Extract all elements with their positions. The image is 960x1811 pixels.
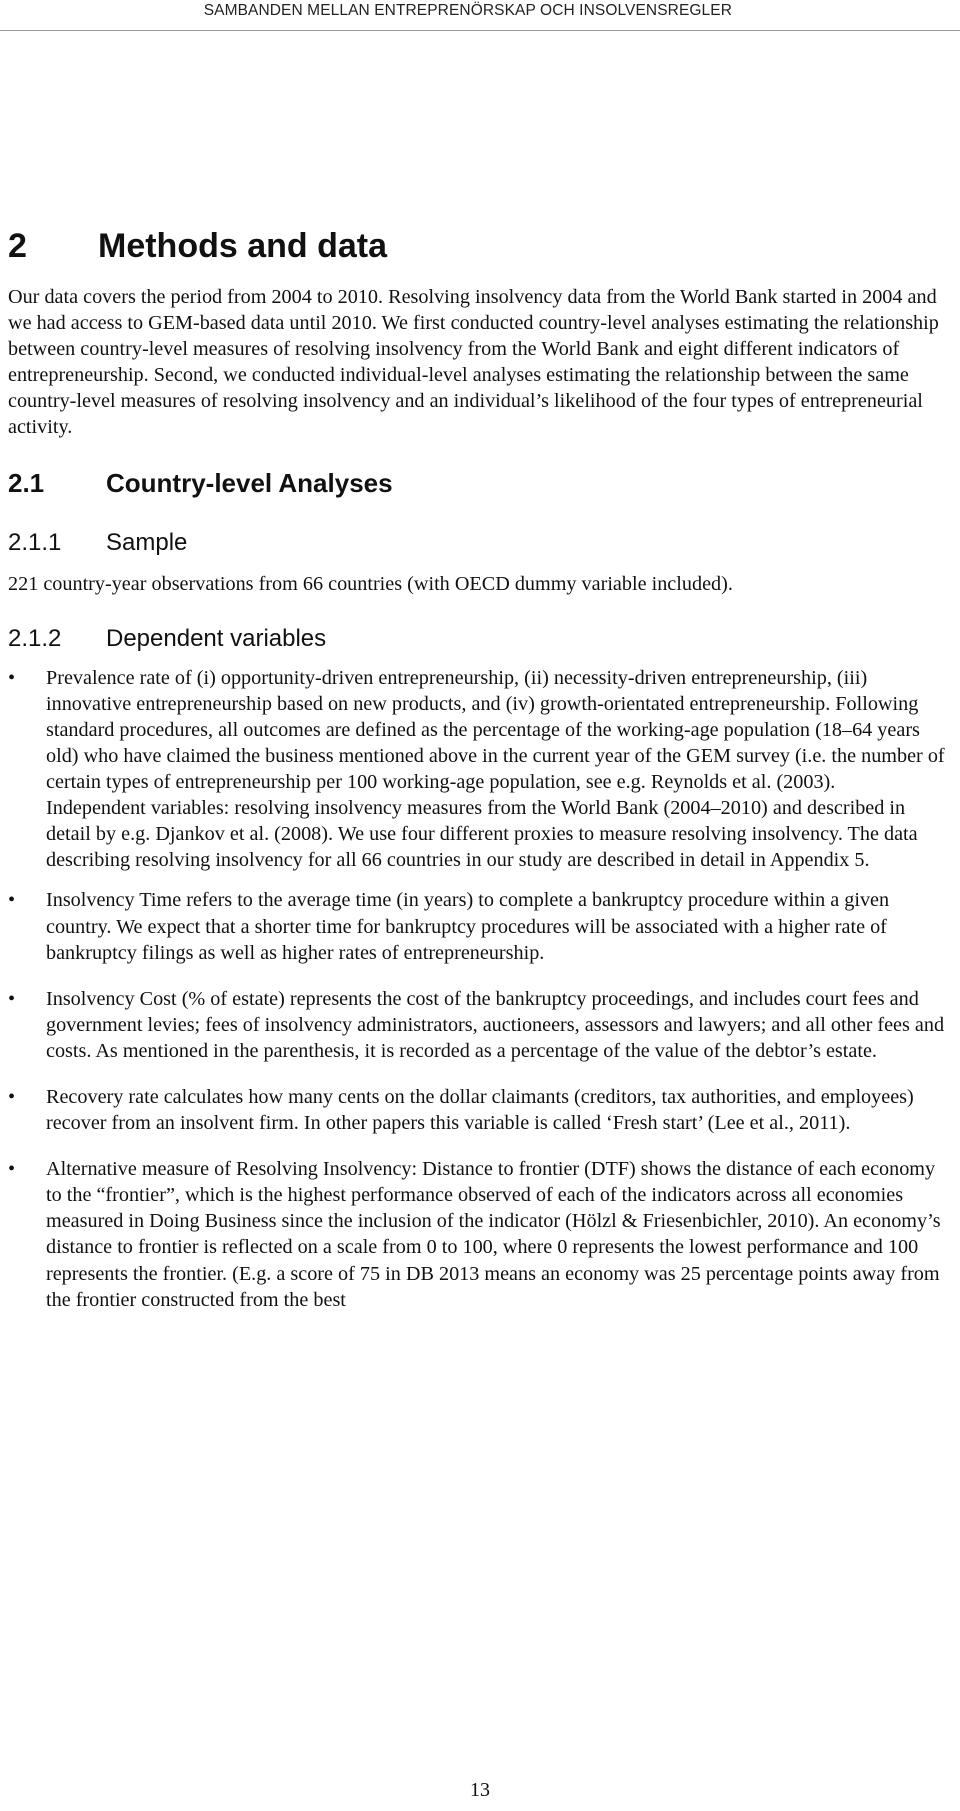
subsection-heading bbox=[8, 467, 948, 499]
bullet-icon: • bbox=[8, 1085, 16, 1108]
dependent-variables-heading bbox=[8, 623, 948, 655]
list-item bbox=[8, 1156, 948, 1313]
intro-paragraph: Our data covers the period from 2004 to 2010. Resolving insolvency data from the World Bank started in 2004 and we had access to GEM-based data until 2010. We first conducted country-level analyses estimating the relationship between country-level measures of resolving insolvency from the World Bank and eight different indicators of entrepreneurship. Second, we conducted individual-level analyses estimating the relationship between the same country-level measures of resolving insolvency and an individual’s likelihood of the four types of entrepreneurial activity. bbox=[8, 286, 939, 439]
section-number: 2 bbox=[8, 227, 27, 265]
dependent-heading-title: Dependent variables bbox=[106, 624, 327, 652]
page-number: 13 bbox=[470, 1779, 490, 1801]
sample-heading bbox=[8, 527, 948, 559]
list-item-text: Alternative measure of Resolving Insolvency: Distance to frontier (DTF) shows the distance of each economy to the “frontier”, which is the highest performance observed of each of the indicators across all economies measured in Doing Business since the inclusion of the indicator (Hölzl & Friesenbichler, 2010). An economy’s distance to frontier is reflected on a scale from 0 to 100, where 0 represents the lowest performance and 100 represents the frontier. (E.g. a score of 75 in DB 2013 means an economy was 25 percentage points away from the frontier constructed from the best bbox=[46, 1158, 941, 1311]
list-item-text: Insolvency Cost (% of estate) represents the cost of the bankruptcy proceedings, and includes court fees and government levies; fees of insolvency administrators, auctioneers, assessors and lawyers; and all other fees and costs. As mentioned in the parenthesis, it is recorded as a percentage of the value of the debtor’s estate. bbox=[46, 987, 945, 1062]
page-content bbox=[8, 226, 948, 1333]
list-item-continuation: Independent variables: resolving insolvency measures from the World Bank (2004–2010) and described in detail by e.g. Djankov et al. (2008). We use four different proxies to measure resolving insolvency. The data describing resolving insolvency for all 66 countries in our study are described in detail in Appendix 5. bbox=[46, 797, 918, 872]
bullet-icon: • bbox=[8, 666, 16, 689]
bullet-icon: • bbox=[8, 1158, 16, 1181]
bullet-icon: • bbox=[8, 889, 16, 912]
running-header bbox=[0, 0, 960, 31]
dependent-heading-number: 2.1.2 bbox=[8, 624, 62, 652]
list-item bbox=[8, 1084, 948, 1136]
list-item bbox=[8, 986, 948, 1064]
list-item-text: Prevalence rate of (i) opportunity-driven entrepreneurship, (ii) necessity-driven entrepreneurship, (iii) innovative entrepreneurship based on new products, and (iv) growth-orientated entrepreneurship. Following standard procedures, all outcomes are defined as the percentage of the working-age population (18–64 years old) who have claimed the business mentioned above in the current year of the GEM survey (i.e. the number of certain types of entrepreneurship per 100 working-age population, see e.g. Reynolds et al. (2003). bbox=[46, 666, 945, 794]
running-header-text: SAMBANDEN MELLAN ENTREPRENÖRSKAP OCH INSOLVENSREGLER bbox=[203, 2, 732, 19]
section-title: Methods and data bbox=[98, 227, 388, 265]
variables-bullet-list bbox=[8, 665, 948, 1313]
section-heading bbox=[8, 226, 948, 266]
bullet-icon: • bbox=[8, 987, 16, 1010]
list-item bbox=[8, 887, 948, 965]
subsection-title: Country-level Analyses bbox=[106, 467, 393, 498]
list-item bbox=[8, 665, 948, 874]
list-item-text: Recovery rate calculates how many cents on the dollar claimants (creditors, tax authorities, and employees) recover from an insolvent firm. In other papers this variable is called ‘Fresh start’ (Lee et al., 2011). bbox=[46, 1085, 914, 1135]
sample-paragraph: 221 country-year observations from 66 countries (with OECD dummy variable included). bbox=[8, 572, 733, 595]
subsection-number: 2.1 bbox=[8, 467, 45, 498]
sample-heading-title: Sample bbox=[106, 528, 188, 556]
list-item-text: Insolvency Time refers to the average time (in years) to complete a bankruptcy procedure within a given country. We expect that a shorter time for bankruptcy procedures will be associated with a higher rate of bankruptcy filings as well as higher rates of entrepreneurship. bbox=[46, 889, 890, 964]
sample-heading-number: 2.1.1 bbox=[8, 528, 62, 556]
